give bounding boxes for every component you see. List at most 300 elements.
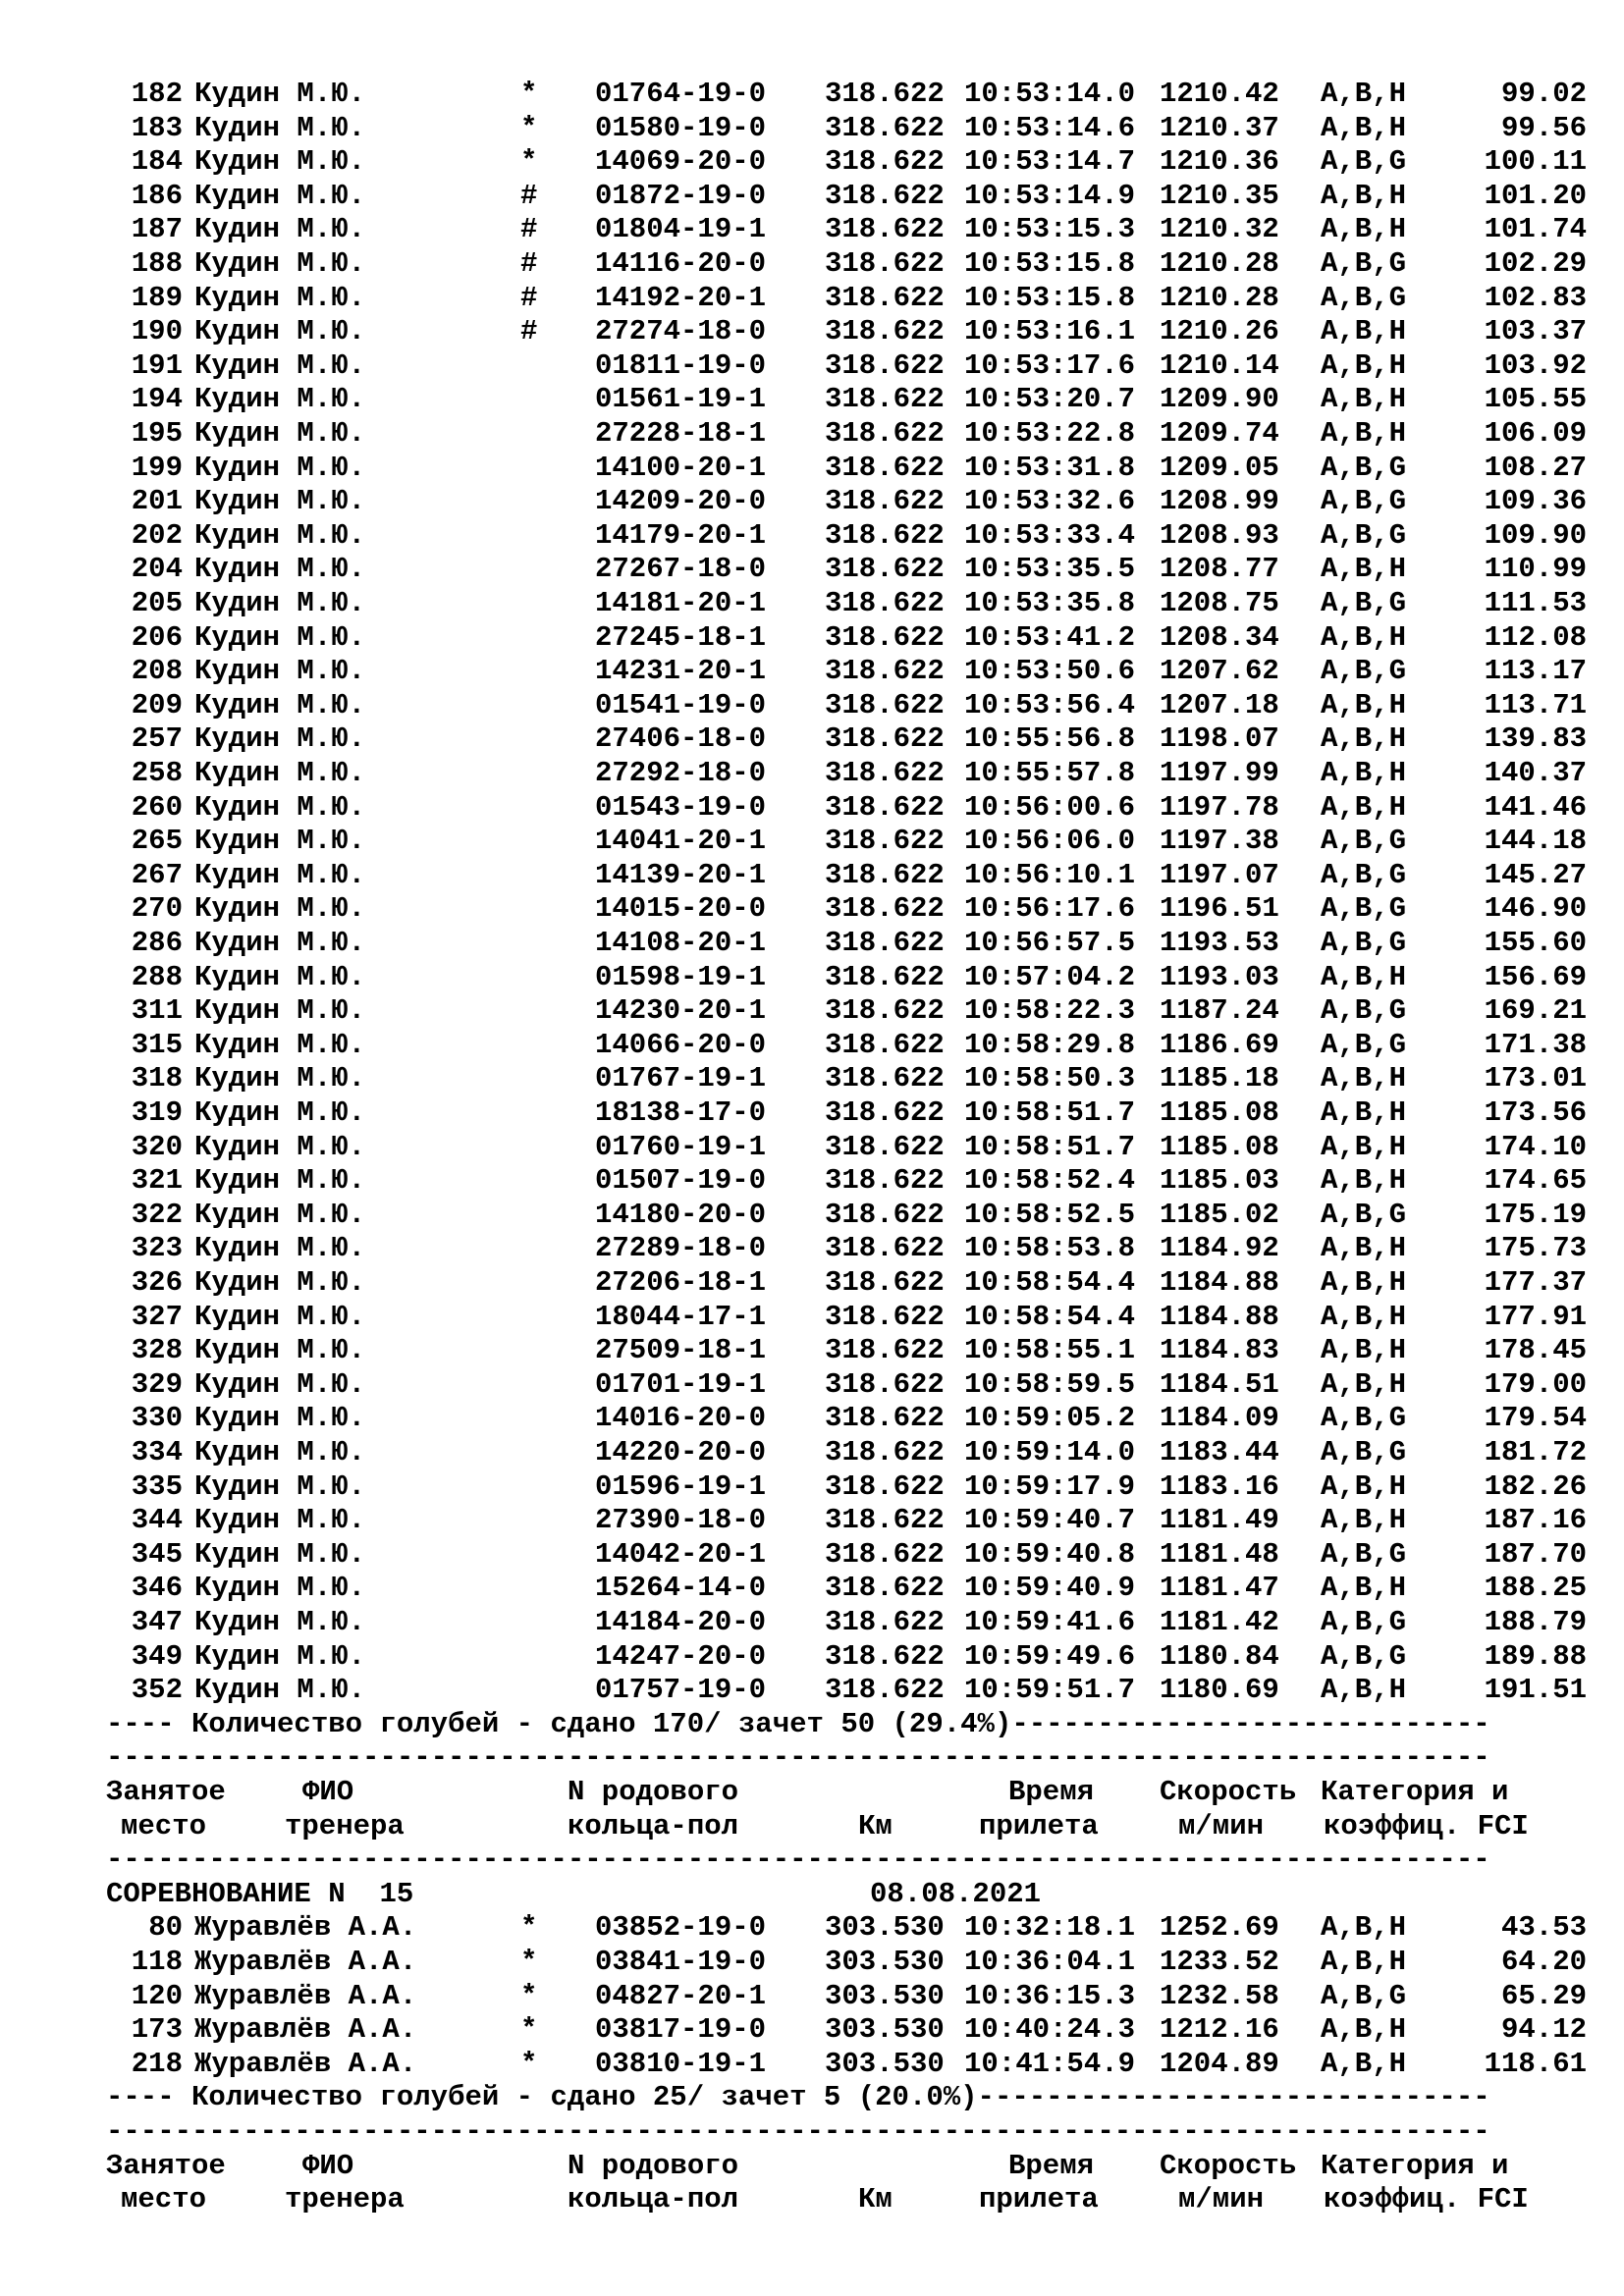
km-cell: 318.622 [825, 1130, 945, 1163]
trainer-cell: Кудин М.Ю. [194, 1436, 366, 1468]
coef-cell: 99.02 [1500, 78, 1587, 110]
time-cell: 10:59:51.7 [964, 1674, 1136, 1707]
time-cell: 10:59:05.2 [964, 1402, 1136, 1435]
coef-cell: 156.69 [1484, 960, 1587, 993]
ring-cell: 01767-19-1 [595, 1062, 767, 1095]
col-time-label-2: прилета [979, 2183, 1099, 2216]
coef-cell: 177.37 [1484, 1266, 1587, 1299]
col-place-label: Занятое [106, 1776, 226, 1808]
time-cell: 10:53:20.7 [964, 383, 1136, 416]
ring-cell: 01872-19-0 [595, 179, 767, 212]
speed-cell: 1181.49 [1160, 1504, 1279, 1537]
col-ring-label: N родового [568, 2149, 739, 2182]
category-cell: A,B,H [1321, 1911, 1407, 1945]
mark-cell: * [520, 2047, 538, 2080]
ring-cell: 27274-18-0 [595, 315, 767, 348]
km-cell: 318.622 [825, 620, 945, 654]
trainer-cell: Кудин М.Ю. [194, 1674, 366, 1707]
km-cell: 318.622 [825, 451, 945, 484]
time-cell: 10:53:14.0 [964, 78, 1136, 110]
km-cell: 318.622 [825, 892, 945, 926]
trainer-cell: Кудин М.Ю. [194, 1572, 366, 1605]
speed-cell: 1197.99 [1160, 757, 1279, 789]
km-cell: 318.622 [825, 111, 945, 144]
place-cell: 320 [131, 1130, 183, 1163]
place-cell: 286 [131, 927, 183, 959]
ring-cell: 03810-19-1 [595, 2047, 767, 2080]
speed-cell: 1209.05 [1160, 451, 1279, 484]
trainer-cell: Кудин М.Ю. [194, 1266, 366, 1299]
coef-cell: 179.00 [1484, 1367, 1587, 1401]
col-category-label-2: коэффиц. FCI [1324, 2183, 1529, 2216]
coef-cell: 181.72 [1484, 1436, 1587, 1468]
competition-title: СОРЕВНОВАНИЕ N 15 [106, 1877, 414, 1910]
coef-cell: 189.88 [1484, 1639, 1587, 1673]
time-cell: 10:53:14.7 [964, 145, 1136, 179]
speed-cell: 1181.47 [1160, 1572, 1279, 1605]
coef-cell: 177.91 [1484, 1300, 1587, 1333]
place-cell: 267 [131, 858, 183, 891]
category-cell: A,B,H [1321, 315, 1407, 348]
coef-cell: 178.45 [1484, 1334, 1587, 1367]
speed-cell: 1204.89 [1160, 2047, 1279, 2080]
category-cell: A,B,G [1321, 1402, 1407, 1435]
ring-cell: 14069-20-0 [595, 145, 767, 179]
place-cell: 323 [131, 1232, 183, 1265]
time-cell: 10:40:24.3 [964, 2013, 1136, 2047]
time-cell: 10:41:54.9 [964, 2047, 1136, 2080]
ring-cell: 14016-20-0 [595, 1402, 767, 1435]
place-cell: 318 [131, 1062, 183, 1095]
ring-cell: 01757-19-0 [595, 1674, 767, 1707]
speed-cell: 1198.07 [1160, 722, 1279, 756]
mark-cell: * [520, 1979, 538, 2012]
category-cell: A,B,H [1321, 1300, 1407, 1333]
ring-cell: 14192-20-1 [595, 281, 767, 314]
trainer-cell: Кудин М.Ю. [194, 994, 366, 1028]
ring-cell: 01811-19-0 [595, 348, 767, 382]
mark-cell: * [520, 145, 538, 179]
trainer-cell: Кудин М.Ю. [194, 1028, 366, 1061]
category-cell: A,B,H [1321, 417, 1407, 450]
place-cell: 326 [131, 1266, 183, 1299]
trainer-cell: Кудин М.Ю. [194, 1334, 366, 1367]
coef-cell: 100.11 [1484, 145, 1587, 179]
ring-cell: 04827-20-1 [595, 1979, 767, 2012]
ring-cell: 01561-19-1 [595, 383, 767, 416]
speed-cell: 1208.93 [1160, 518, 1279, 552]
category-cell: A,B,G [1321, 1639, 1407, 1673]
category-cell: A,B,H [1321, 179, 1407, 212]
separator-line-text: --------------------------------------------------------------------------------- [106, 2115, 1490, 2148]
trainer-cell: Кудин М.Ю. [194, 485, 366, 518]
trainer-cell: Кудин М.Ю. [194, 927, 366, 959]
time-cell: 10:56:00.6 [964, 790, 1136, 824]
km-cell: 318.622 [825, 688, 945, 721]
time-cell: 10:53:35.5 [964, 553, 1136, 586]
ring-cell: 01598-19-1 [595, 960, 767, 993]
ring-cell: 27289-18-0 [595, 1232, 767, 1265]
coef-cell: 174.65 [1484, 1164, 1587, 1198]
coef-cell: 106.09 [1484, 417, 1587, 450]
km-cell: 318.622 [825, 858, 945, 891]
km-cell: 318.622 [825, 1537, 945, 1571]
place-cell: 201 [131, 485, 183, 518]
time-cell: 10:58:52.4 [964, 1164, 1136, 1198]
km-cell: 318.622 [825, 1639, 945, 1673]
trainer-cell: Кудин М.Ю. [194, 757, 366, 789]
trainer-cell: Кудин М.Ю. [194, 722, 366, 756]
mark-cell: * [520, 1946, 538, 1978]
speed-cell: 1232.58 [1160, 1979, 1279, 2012]
time-cell: 10:36:04.1 [964, 1946, 1136, 1978]
category-cell: A,B,H [1321, 1266, 1407, 1299]
time-cell: 10:56:10.1 [964, 858, 1136, 891]
time-cell: 10:53:22.8 [964, 417, 1136, 450]
time-cell: 10:58:51.7 [964, 1130, 1136, 1163]
speed-cell: 1184.51 [1160, 1367, 1279, 1401]
ring-cell: 01541-19-0 [595, 688, 767, 721]
place-cell: 182 [131, 78, 183, 110]
place-cell: 209 [131, 688, 183, 721]
place-cell: 218 [131, 2047, 183, 2080]
km-cell: 318.622 [825, 722, 945, 756]
ring-cell: 01543-19-0 [595, 790, 767, 824]
trainer-cell: Кудин М.Ю. [194, 1300, 366, 1333]
col-speed-label-2: м/мин [1178, 1809, 1265, 1842]
category-cell: A,B,H [1321, 688, 1407, 721]
ring-cell: 14181-20-1 [595, 587, 767, 619]
trainer-cell: Кудин М.Ю. [194, 688, 366, 721]
col-place-label: Занятое [106, 2149, 226, 2182]
ring-cell: 27390-18-0 [595, 1504, 767, 1537]
coef-cell: 174.10 [1484, 1130, 1587, 1163]
time-cell: 10:58:54.4 [964, 1300, 1136, 1333]
ring-cell: 01764-19-0 [595, 78, 767, 110]
place-cell: 346 [131, 1572, 183, 1605]
speed-cell: 1184.88 [1160, 1300, 1279, 1333]
speed-cell: 1197.38 [1160, 825, 1279, 858]
speed-cell: 1208.99 [1160, 485, 1279, 518]
category-cell: A,B,G [1321, 247, 1407, 280]
speed-cell: 1207.18 [1160, 688, 1279, 721]
km-cell: 303.530 [825, 1979, 945, 2012]
category-cell: A,B,H [1321, 1504, 1407, 1537]
ring-cell: 14247-20-0 [595, 1639, 767, 1673]
mark-cell: * [520, 1911, 538, 1945]
coef-cell: 173.56 [1484, 1096, 1587, 1129]
trainer-cell: Кудин М.Ю. [194, 348, 366, 382]
time-cell: 10:59:14.0 [964, 1436, 1136, 1468]
category-cell: A,B,H [1321, 1334, 1407, 1367]
coef-cell: 191.51 [1484, 1674, 1587, 1707]
place-cell: 186 [131, 179, 183, 212]
ring-cell: 01596-19-1 [595, 1469, 767, 1503]
coef-cell: 109.90 [1484, 518, 1587, 552]
place-cell: 352 [131, 1674, 183, 1707]
time-cell: 10:58:51.7 [964, 1096, 1136, 1129]
col-name-label-2: тренера [285, 1809, 405, 1842]
coef-cell: 103.37 [1484, 315, 1587, 348]
place-cell: 80 [148, 1911, 183, 1945]
trainer-cell: Кудин М.Ю. [194, 518, 366, 552]
coef-cell: 187.16 [1484, 1504, 1587, 1537]
ring-cell: 27245-18-1 [595, 620, 767, 654]
km-cell: 318.622 [825, 757, 945, 789]
speed-cell: 1181.42 [1160, 1606, 1279, 1638]
km-cell: 318.622 [825, 281, 945, 314]
ring-cell: 14041-20-1 [595, 825, 767, 858]
km-cell: 318.622 [825, 179, 945, 212]
col-category-label: Категория и [1321, 2149, 1509, 2182]
coef-cell: 141.46 [1484, 790, 1587, 824]
col-time-label-2: прилета [979, 1809, 1099, 1842]
place-cell: 322 [131, 1198, 183, 1231]
time-cell: 10:59:41.6 [964, 1606, 1136, 1638]
place-cell: 194 [131, 383, 183, 416]
time-cell: 10:58:55.1 [964, 1334, 1136, 1367]
time-cell: 10:53:56.4 [964, 688, 1136, 721]
col-time-label: Время [1008, 2149, 1095, 2182]
coef-cell: 175.19 [1484, 1198, 1587, 1231]
km-cell: 318.622 [825, 1504, 945, 1537]
category-cell: A,B,H [1321, 722, 1407, 756]
speed-cell: 1197.07 [1160, 858, 1279, 891]
speed-cell: 1196.51 [1160, 892, 1279, 926]
km-cell: 303.530 [825, 1946, 945, 1978]
place-cell: 260 [131, 790, 183, 824]
category-cell: A,B,G [1321, 858, 1407, 891]
place-cell: 257 [131, 722, 183, 756]
speed-cell: 1210.42 [1160, 78, 1279, 110]
category-cell: A,B,H [1321, 111, 1407, 144]
coef-cell: 109.36 [1484, 485, 1587, 518]
category-cell: A,B,G [1321, 518, 1407, 552]
trainer-cell: Кудин М.Ю. [194, 655, 366, 688]
ring-cell: 14230-20-1 [595, 994, 767, 1028]
time-cell: 10:53:50.6 [964, 655, 1136, 688]
col-km-label: Км [858, 1809, 893, 1842]
trainer-cell: Кудин М.Ю. [194, 1606, 366, 1638]
col-category-label: Категория и [1321, 1776, 1509, 1808]
speed-cell: 1210.26 [1160, 315, 1279, 348]
competition-date: 08.08.2021 [870, 1877, 1042, 1910]
col-ring-label-2: кольца-пол [568, 1809, 739, 1842]
time-cell: 10:55:56.8 [964, 722, 1136, 756]
trainer-cell: Кудин М.Ю. [194, 315, 366, 348]
km-cell: 318.622 [825, 247, 945, 280]
km-cell: 318.622 [825, 417, 945, 450]
speed-cell: 1184.09 [1160, 1402, 1279, 1435]
km-cell: 318.622 [825, 1367, 945, 1401]
time-cell: 10:59:40.8 [964, 1537, 1136, 1571]
place-cell: 120 [131, 1979, 183, 2012]
coef-cell: 94.12 [1500, 2013, 1587, 2047]
ring-cell: 18138-17-0 [595, 1096, 767, 1129]
category-cell: A,B,H [1321, 1096, 1407, 1129]
km-cell: 318.622 [825, 383, 945, 416]
summary-line-text: ---- Количество голубей - сдано 25/ зачет 5 (20.0%)------------------------------ [106, 2081, 1490, 2114]
trainer-cell: Кудин М.Ю. [194, 960, 366, 993]
speed-cell: 1185.03 [1160, 1164, 1279, 1198]
trainer-cell: Кудин М.Ю. [194, 892, 366, 926]
trainer-cell: Кудин М.Ю. [194, 587, 366, 619]
category-cell: A,B,H [1321, 620, 1407, 654]
ring-cell: 14209-20-0 [595, 485, 767, 518]
trainer-cell: Кудин М.Ю. [194, 78, 366, 110]
place-cell: 204 [131, 553, 183, 586]
time-cell: 10:55:57.8 [964, 757, 1136, 789]
trainer-cell: Кудин М.Ю. [194, 145, 366, 179]
mark-cell: * [520, 78, 538, 110]
time-cell: 10:32:18.1 [964, 1911, 1136, 1945]
ring-cell: 14180-20-0 [595, 1198, 767, 1231]
time-cell: 10:56:06.0 [964, 825, 1136, 858]
place-cell: 349 [131, 1639, 183, 1673]
ring-cell: 27267-18-0 [595, 553, 767, 586]
time-cell: 10:58:53.8 [964, 1232, 1136, 1265]
speed-cell: 1185.18 [1160, 1062, 1279, 1095]
trainer-cell: Кудин М.Ю. [194, 451, 366, 484]
time-cell: 10:53:33.4 [964, 518, 1136, 552]
col-speed-label: Скорость [1160, 2149, 1297, 2182]
coef-cell: 102.29 [1484, 247, 1587, 280]
place-cell: 319 [131, 1096, 183, 1129]
mark-cell: * [520, 111, 538, 144]
coef-cell: 99.56 [1500, 111, 1587, 144]
speed-cell: 1210.28 [1160, 281, 1279, 314]
ring-cell: 27292-18-0 [595, 757, 767, 789]
trainer-cell: Кудин М.Ю. [194, 1096, 366, 1129]
km-cell: 318.622 [825, 1028, 945, 1061]
speed-cell: 1184.83 [1160, 1334, 1279, 1367]
speed-cell: 1184.88 [1160, 1266, 1279, 1299]
col-category-label-2: коэффиц. FCI [1324, 1809, 1529, 1842]
col-ring-label-2: кольца-пол [568, 2183, 739, 2216]
coef-cell: 139.83 [1484, 722, 1587, 756]
time-cell: 10:58:54.4 [964, 1266, 1136, 1299]
mark-cell: * [520, 2013, 538, 2047]
km-cell: 318.622 [825, 825, 945, 858]
place-cell: 206 [131, 620, 183, 654]
trainer-cell: Кудин М.Ю. [194, 179, 366, 212]
trainer-cell: Кудин М.Ю. [194, 858, 366, 891]
speed-cell: 1208.34 [1160, 620, 1279, 654]
speed-cell: 1209.74 [1160, 417, 1279, 450]
trainer-cell: Кудин М.Ю. [194, 111, 366, 144]
trainer-cell: Журавлёв А.А. [194, 1911, 417, 1945]
time-cell: 10:56:57.5 [964, 927, 1136, 959]
trainer-cell: Журавлёв А.А. [194, 1979, 417, 2012]
place-cell: 321 [131, 1164, 183, 1198]
km-cell: 318.622 [825, 78, 945, 110]
coef-cell: 112.08 [1484, 620, 1587, 654]
ring-cell: 03841-19-0 [595, 1946, 767, 1978]
km-cell: 318.622 [825, 1062, 945, 1095]
ring-cell: 14220-20-0 [595, 1436, 767, 1468]
ring-cell: 27206-18-1 [595, 1266, 767, 1299]
coef-cell: 103.92 [1484, 348, 1587, 382]
coef-cell: 101.74 [1484, 213, 1587, 246]
km-cell: 318.622 [825, 1402, 945, 1435]
trainer-cell: Кудин М.Ю. [194, 1130, 366, 1163]
category-cell: A,B,H [1321, 790, 1407, 824]
trainer-cell: Журавлёв А.А. [194, 2047, 417, 2080]
ring-cell: 01760-19-1 [595, 1130, 767, 1163]
km-cell: 318.622 [825, 315, 945, 348]
coef-cell: 173.01 [1484, 1062, 1587, 1095]
time-cell: 10:59:40.9 [964, 1572, 1136, 1605]
speed-cell: 1184.92 [1160, 1232, 1279, 1265]
coef-cell: 179.54 [1484, 1402, 1587, 1435]
coef-cell: 188.25 [1484, 1572, 1587, 1605]
km-cell: 318.622 [825, 1606, 945, 1638]
ring-cell: 14108-20-1 [595, 927, 767, 959]
summary-line-text: ---- Количество голубей - сдано 170/ зачет 50 (29.4%)---------------------------- [106, 1707, 1490, 1740]
category-cell: A,B,H [1321, 213, 1407, 246]
coef-cell: 155.60 [1484, 927, 1587, 959]
time-cell: 10:59:40.7 [964, 1504, 1136, 1537]
coef-cell: 175.73 [1484, 1232, 1587, 1265]
category-cell: A,B,G [1321, 1606, 1407, 1638]
trainer-cell: Кудин М.Ю. [194, 417, 366, 450]
place-cell: 187 [131, 213, 183, 246]
time-cell: 10:57:04.2 [964, 960, 1136, 993]
place-cell: 311 [131, 994, 183, 1028]
speed-cell: 1185.02 [1160, 1198, 1279, 1231]
category-cell: A,B,H [1321, 1946, 1407, 1978]
trainer-cell: Кудин М.Ю. [194, 1469, 366, 1503]
km-cell: 318.622 [825, 1436, 945, 1468]
coef-cell: 182.26 [1484, 1469, 1587, 1503]
category-cell: A,B,H [1321, 348, 1407, 382]
col-place-label-2: место [121, 1809, 207, 1842]
col-name-label-2: тренера [285, 2183, 405, 2216]
category-cell: A,B,H [1321, 1062, 1407, 1095]
place-cell: 183 [131, 111, 183, 144]
place-cell: 205 [131, 587, 183, 619]
time-cell: 10:58:52.5 [964, 1198, 1136, 1231]
category-cell: A,B,H [1321, 553, 1407, 586]
ring-cell: 27509-18-1 [595, 1334, 767, 1367]
km-cell: 303.530 [825, 2013, 945, 2047]
trainer-cell: Журавлёв А.А. [194, 2013, 417, 2047]
time-cell: 10:56:17.6 [964, 892, 1136, 926]
ring-cell: 14066-20-0 [595, 1028, 767, 1061]
trainer-cell: Кудин М.Ю. [194, 1504, 366, 1537]
trainer-cell: Кудин М.Ю. [194, 1198, 366, 1231]
km-cell: 318.622 [825, 1674, 945, 1707]
place-cell: 315 [131, 1028, 183, 1061]
km-cell: 318.622 [825, 553, 945, 586]
km-cell: 318.622 [825, 1572, 945, 1605]
col-place-label-2: место [121, 2183, 207, 2216]
km-cell: 318.622 [825, 1266, 945, 1299]
coef-cell: 108.27 [1484, 451, 1587, 484]
place-cell: 330 [131, 1402, 183, 1435]
speed-cell: 1187.24 [1160, 994, 1279, 1028]
trainer-cell: Кудин М.Ю. [194, 1367, 366, 1401]
km-cell: 303.530 [825, 1911, 945, 1945]
category-cell: A,B,H [1321, 2013, 1407, 2047]
speed-cell: 1181.48 [1160, 1537, 1279, 1571]
coef-cell: 64.20 [1500, 1946, 1587, 1978]
col-time-label: Время [1008, 1776, 1095, 1808]
place-cell: 202 [131, 518, 183, 552]
category-cell: A,B,G [1321, 451, 1407, 484]
speed-cell: 1197.78 [1160, 790, 1279, 824]
col-speed-label-2: м/мин [1178, 2183, 1265, 2216]
